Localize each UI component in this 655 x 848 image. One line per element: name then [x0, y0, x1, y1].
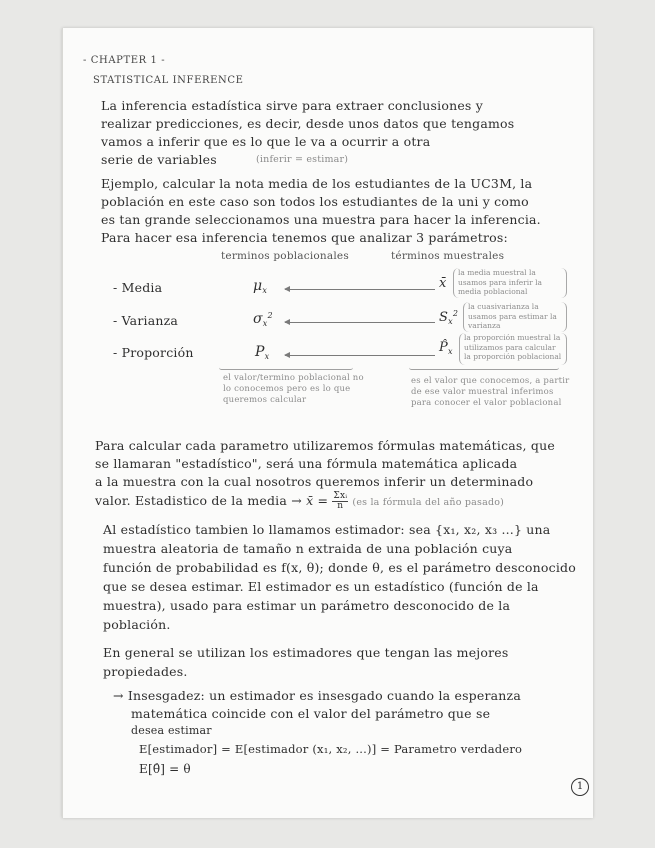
bullet-line-1: → Insesgadez: un estimador es insesgado cuando la esperanza — [113, 688, 521, 703]
example-line-3: es tan grande seleccionamos una muestra para hacer la inferencia. — [101, 212, 541, 227]
arrow-media — [285, 289, 435, 290]
para2-line-3: a la muestra con la cual nosotros queremos inferir un determinado — [95, 474, 534, 489]
bullet-equation-1: E[estimador] = E[estimador (x₁, x₂, ...)] = Parametro verdadero — [139, 742, 523, 756]
brace-population — [219, 365, 353, 370]
sample-symbol-media: x̄ — [439, 276, 447, 291]
chapter-heading: - CHAPTER 1 - — [83, 55, 166, 66]
para3-line-3: función de probabilidad es f(x, θ); donde θ, es el parámetro desconocido — [103, 560, 576, 575]
bullet-equation-2: E[θ̂] = θ — [139, 762, 191, 776]
pop-symbol-varianza: $\sigma_x^2$ — [253, 311, 273, 328]
section-heading: STATISTICAL INFERENCE — [93, 75, 244, 86]
pop-symbol-proporcion: $P_x$ — [255, 344, 270, 361]
formula-numerator: Σxᵢ — [333, 491, 348, 501]
para3-line-5: muestra), usado para estimar un parámetro desconocido de la — [103, 598, 511, 613]
col-header-population: terminos poblacionales — [221, 250, 349, 262]
pop-symbol-media: $\mu_x$ — [253, 278, 268, 295]
intro-line-2: realizar predicciones, es decir, desde unos datos que tengamos — [101, 116, 515, 131]
formula-note: (es la fórmula del año pasado) — [352, 497, 505, 508]
row-label-media: - Media — [113, 280, 163, 295]
example-line-1: Ejemplo, calcular la nota media de los estudiantes de la UC3M, la — [101, 176, 533, 191]
para2-text: valor. Estadistico de la media → — [95, 493, 302, 508]
foot-population: el valor/termino poblacional no lo conocemos pero es lo que queremos calcular — [223, 373, 364, 405]
intro-line-3: vamos a inferir que es lo que le va a ocurrir a otra — [101, 134, 431, 149]
para3-line-4: que se desea estimar. El estimador es un estadístico (función de la — [103, 579, 539, 594]
row-label-proporcion: - Proporción — [113, 345, 194, 360]
arrow-proporcion — [285, 355, 435, 356]
para2-line-1: Para calcular cada parametro utilizaremos fórmulas matemáticas, que — [95, 438, 555, 453]
note-varianza: la cuasivarianza la usamos para estimar la varianza — [463, 302, 567, 332]
intro-line-4: serie de variables — [101, 152, 217, 167]
example-line-2: población en este caso son todos los estudiantes de la uni y como — [101, 194, 529, 209]
para2-line-4 — [95, 492, 504, 511]
intro-line-1: La inferencia estadística sirve para extraer conclusiones y — [101, 98, 483, 113]
foot-sample: es el valor que conocemos, a partir de ese valor muestral inferimos para conocer el valor poblacional — [411, 376, 570, 408]
formula-denominator: n — [337, 501, 344, 511]
example-line-4: Para hacer esa inferencia tenemos que analizar 3 parámetros: — [101, 230, 508, 245]
page-number: 1 — [571, 778, 589, 796]
para4-line-1: En general se utilizan los estimadores que tengan las mejores — [103, 645, 509, 660]
row-label-varianza: - Varianza — [113, 313, 179, 328]
formula-lhs: x̄ = — [306, 493, 329, 508]
formula-fraction — [332, 492, 348, 511]
para3-line-6: población. — [103, 617, 171, 632]
bullet-line-2: matemática coincide con el valor del parámetro que se — [131, 706, 491, 721]
para4-line-2: propiedades. — [103, 664, 188, 679]
bullet-line-3: desea estimar — [131, 724, 212, 737]
sample-symbol-varianza: $S_x^2$ — [439, 309, 459, 326]
para3-line-2: muestra aleatoria de tamaño n extraida de una población cuya — [103, 541, 513, 556]
col-header-sample: términos muestrales — [391, 250, 505, 262]
intro-note: (inferir = estimar) — [256, 154, 349, 165]
para3-line-1: Al estadístico tambien lo llamamos estimador: sea {x₁, x₂, x₃ ...} una — [103, 522, 551, 537]
arrow-varianza — [285, 322, 435, 323]
sample-symbol-proporcion: $P̂_x$ — [439, 340, 453, 356]
brace-sample — [409, 365, 559, 370]
para2-line-2: se llamaran "estadístico", será una fórmula matemática aplicada — [95, 456, 518, 471]
note-media: la media muestral la usamos para inferir la media poblacional — [453, 268, 567, 298]
notebook-page — [62, 28, 593, 818]
note-proporcion: la proporción muestral la utilizamos para calcular la proporción poblacional — [459, 333, 567, 365]
